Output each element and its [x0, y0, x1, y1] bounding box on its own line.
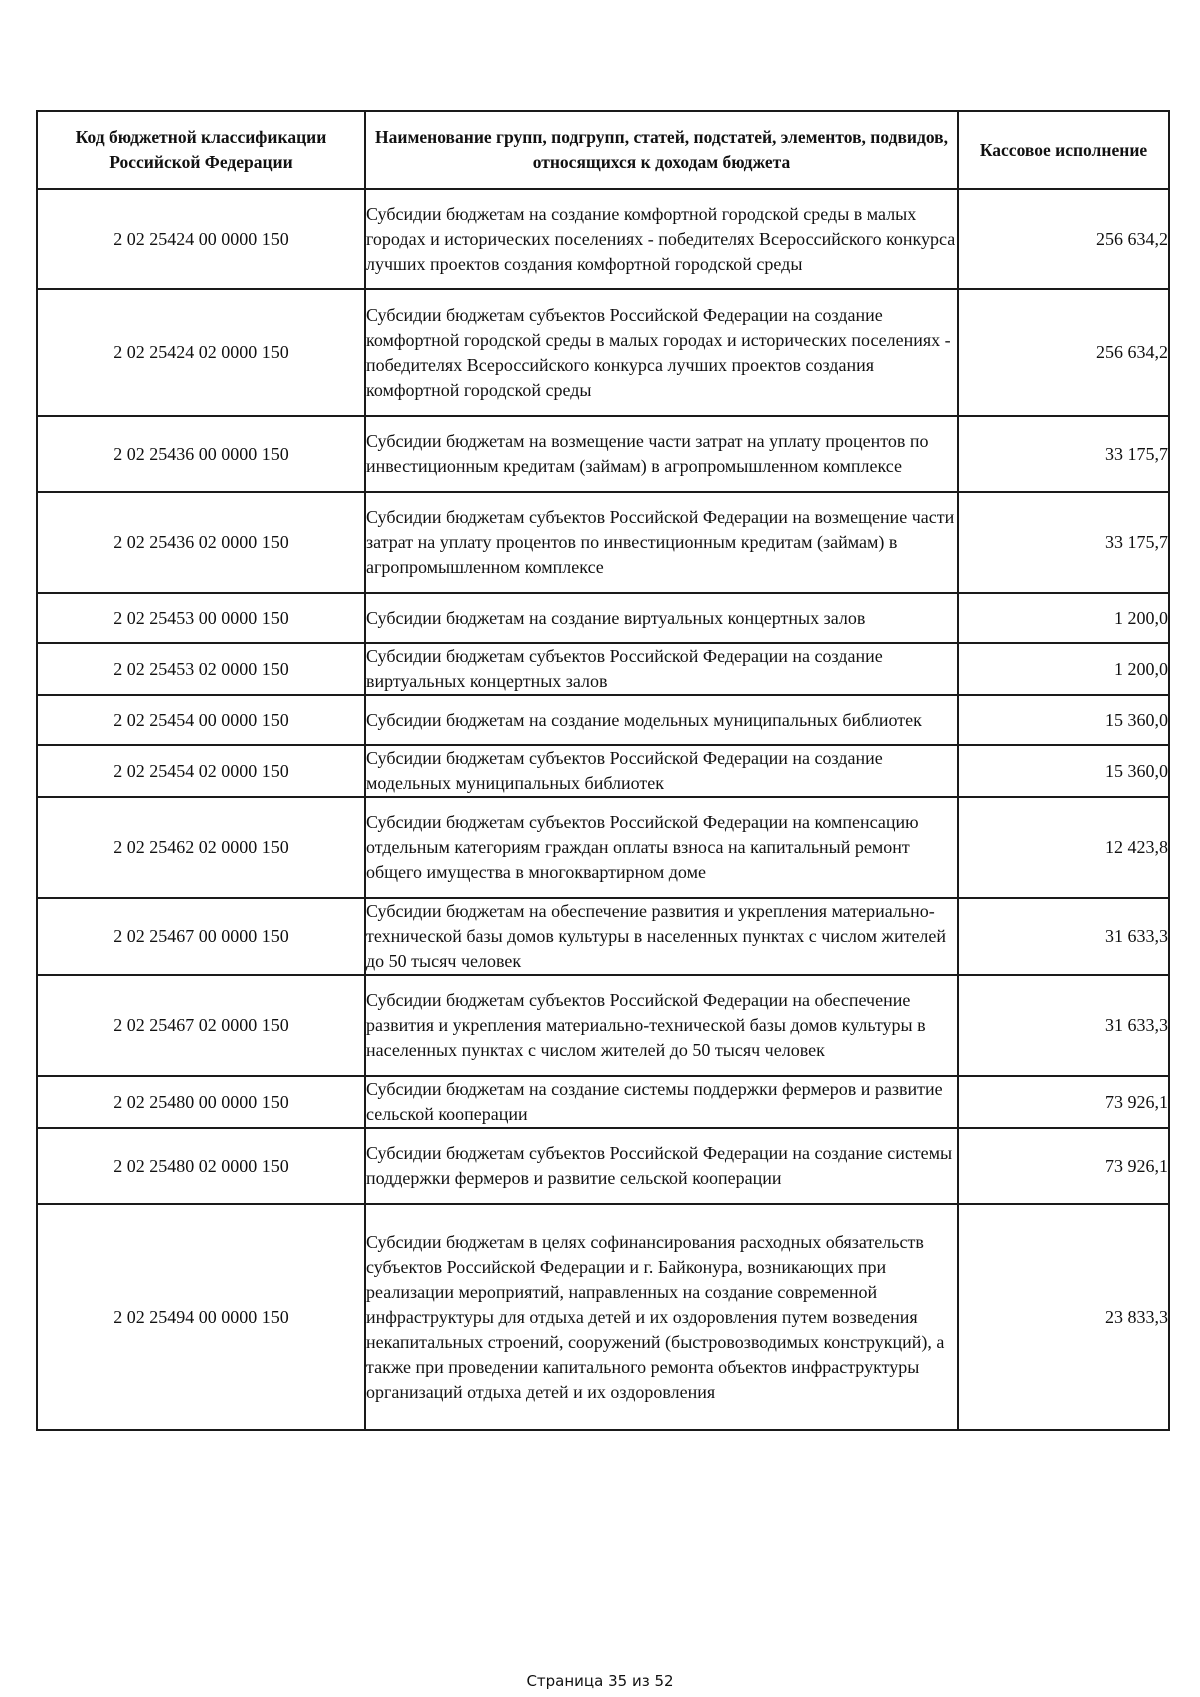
cell-sum: 256 634,2 — [958, 289, 1169, 416]
cell-sum: 31 633,3 — [958, 898, 1169, 975]
table-row — [37, 643, 1169, 695]
cell-sum: 73 926,1 — [958, 1076, 1169, 1128]
cell-sum: 1 200,0 — [958, 593, 1169, 643]
cell-name: Субсидии бюджетам субъектов Российской Федерации на создание виртуальных концертных залов — [365, 643, 958, 695]
cell-code: 2 02 25454 00 0000 150 — [37, 695, 365, 745]
table-row — [37, 416, 1169, 492]
budget-revenue-table — [36, 110, 1170, 1431]
table-row — [37, 797, 1169, 898]
cell-code: 2 02 25467 00 0000 150 — [37, 898, 365, 975]
cell-code: 2 02 25436 02 0000 150 — [37, 492, 365, 593]
header-name: Наименование групп, подгрупп, статей, подстатей, элементов, подвидов, относящихся к доходам бюджета — [365, 111, 958, 189]
cell-code: 2 02 25424 02 0000 150 — [37, 289, 365, 416]
cell-sum: 15 360,0 — [958, 695, 1169, 745]
cell-name: Субсидии бюджетам субъектов Российской Федерации на создание комфортной городской среды в малых городах и исторических поселениях - победителях Всероссийского конкурса лучших проектов создания комфортной городской среды — [365, 289, 958, 416]
table-row — [37, 695, 1169, 745]
cell-code: 2 02 25453 02 0000 150 — [37, 643, 365, 695]
cell-name: Субсидии бюджетам на создание комфортной городской среды в малых городах и исторических поселениях - победителях Всероссийского конкурса лучших проектов создания комфортной городской среды — [365, 189, 958, 289]
cell-name: Субсидии бюджетам субъектов Российской Федерации на компенсацию отдельным категориям граждан оплаты взноса на капитальный ремонт общего имущества в многоквартирном доме — [365, 797, 958, 898]
cell-sum: 15 360,0 — [958, 745, 1169, 797]
cell-code: 2 02 25480 02 0000 150 — [37, 1128, 365, 1204]
cell-code: 2 02 25454 02 0000 150 — [37, 745, 365, 797]
header-sum: Кассовое исполнение — [958, 111, 1169, 189]
page-number: Страница 35 из 52 — [526, 1672, 674, 1690]
table-row — [37, 975, 1169, 1076]
cell-code: 2 02 25462 02 0000 150 — [37, 797, 365, 898]
cell-name: Субсидии бюджетам на возмещение части затрат на уплату процентов по инвестиционным кредитам (займам) в агропромышленном комплексе — [365, 416, 958, 492]
cell-name: Субсидии бюджетам субъектов Российской Федерации на создание модельных муниципальных библиотек — [365, 745, 958, 797]
cell-name: Субсидии бюджетам субъектов Российской Федерации на создание системы поддержки фермеров и развитие сельской кооперации — [365, 1128, 958, 1204]
cell-name: Субсидии бюджетам на создание виртуальных концертных залов — [365, 593, 958, 643]
cell-name: Субсидии бюджетам на создание модельных муниципальных библиотек — [365, 695, 958, 745]
cell-code: 2 02 25494 00 0000 150 — [37, 1204, 365, 1430]
cell-code: 2 02 25480 00 0000 150 — [37, 1076, 365, 1128]
cell-sum: 73 926,1 — [958, 1128, 1169, 1204]
table-row — [37, 1204, 1169, 1430]
table-row — [37, 189, 1169, 289]
cell-sum: 256 634,2 — [958, 189, 1169, 289]
cell-name: Субсидии бюджетам в целях софинансирования расходных обязательств субъектов Российской Федерации и г. Байконура, возникающих при реализации мероприятий, направленных на создание современной инфраструктуры для отдыха детей и их оздоровления путем возведения некапитальных строений, сооружений (быстровозводимых конструкций), а также при проведении капитального ремонта объектов инфраструктуры организаций отдыха детей и их оздоровления — [365, 1204, 958, 1430]
table-row — [37, 1128, 1169, 1204]
cell-code: 2 02 25424 00 0000 150 — [37, 189, 365, 289]
table-row — [37, 492, 1169, 593]
cell-name: Субсидии бюджетам субъектов Российской Федерации на возмещение части затрат на уплату процентов по инвестиционным кредитам (займам) в агропромышленном комплексе — [365, 492, 958, 593]
cell-code: 2 02 25436 00 0000 150 — [37, 416, 365, 492]
cell-code: 2 02 25467 02 0000 150 — [37, 975, 365, 1076]
cell-sum: 33 175,7 — [958, 492, 1169, 593]
header-code: Код бюджетной классификации Российской Федерации — [37, 111, 365, 189]
cell-name: Субсидии бюджетам на обеспечение развития и укрепления материально-технической базы домов культуры в населенных пунктах с числом жителей до 50 тысяч человек — [365, 898, 958, 975]
table-row — [37, 593, 1169, 643]
cell-sum: 12 423,8 — [958, 797, 1169, 898]
cell-name: Субсидии бюджетам на создание системы поддержки фермеров и развитие сельской кооперации — [365, 1076, 958, 1128]
cell-code: 2 02 25453 00 0000 150 — [37, 593, 365, 643]
cell-sum: 23 833,3 — [958, 1204, 1169, 1430]
table-header-row — [37, 111, 1169, 189]
table-row — [37, 898, 1169, 975]
cell-sum: 33 175,7 — [958, 416, 1169, 492]
cell-name: Субсидии бюджетам субъектов Российской Федерации на обеспечение развития и укрепления материально-технической базы домов культуры в населенных пунктах с числом жителей до 50 тысяч человек — [365, 975, 958, 1076]
table-row — [37, 1076, 1169, 1128]
table-row — [37, 289, 1169, 416]
cell-sum: 1 200,0 — [958, 643, 1169, 695]
table-row — [37, 745, 1169, 797]
cell-sum: 31 633,3 — [958, 975, 1169, 1076]
